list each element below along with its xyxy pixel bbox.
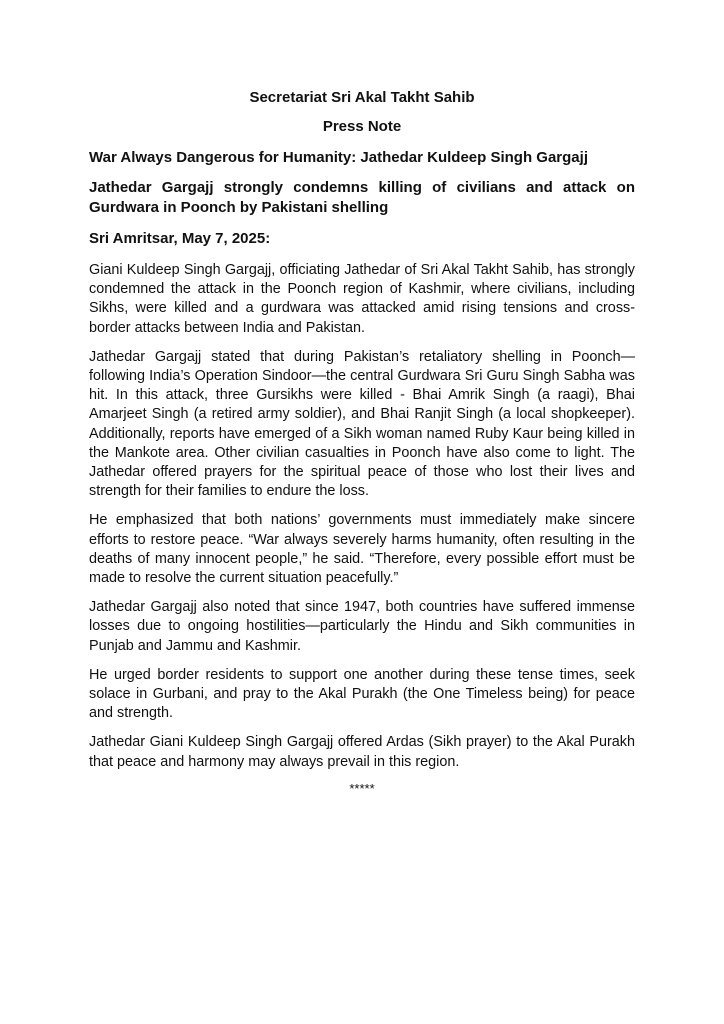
end-mark: ***** xyxy=(349,780,375,796)
subheadline: Jathedar Gargajj strongly condemns killing of civilians and attack on Gurdwara in Poonch by Pakistani shelling xyxy=(89,179,635,216)
paragraph-6: Jathedar Giani Kuldeep Singh Gargajj offered Ardas (Sikh prayer) to the Akal Purakh that peace and harmony may always prevail in this region. xyxy=(89,734,635,770)
paragraph-3: He emphasized that both nations’ governments must immediately make sincere efforts to restore peace. “War always severely harms humanity, often resulting in the deaths of many innocent people,” he said. “Therefore, every possible effort must be made to resolve the current situation peacefully.” xyxy=(89,512,635,587)
headline: War Always Dangerous for Humanity: Jathedar Kuldeep Singh Gargajj xyxy=(89,149,588,166)
paragraph-1: Giani Kuldeep Singh Gargajj, officiating Jathedar of Sri Akal Takht Sahib, has strongly condemned the attack in the Poonch region of Kashmir, where civilians, including Sikhs, were killed and a gurdwara was attacked amid rising tensions and cross-border attacks between India and Pakistan. xyxy=(89,262,635,336)
paragraph-2: Jathedar Gargajj stated that during Pakistan’s retaliatory shelling in Poonch—following India’s Operation Sindoor—the central Gurdwara Sri Guru Singh Sabha was hit. In this attack, three Gursikhs were killed - Bhai Amrik Singh (a raagi), Bhai Amarjeet Singh (a retired army soldier), and Bhai Ranjit Singh (a local shopkeeper). Additionally, reports have emerged of a Sikh woman named Ruby Kaur being killed in the Mankote area. Other civilian casualties in Poonch have also come to light. The Jathedar offered prayers for the spiritual peace of those who lost their lives and strength for their families to endure the loss. xyxy=(89,348,635,500)
doc-type-heading: Press Note xyxy=(322,118,402,135)
organization-heading: Secretariat Sri Akal Takht Sahib xyxy=(249,89,475,106)
paragraph-5: He urged border residents to support one another during these tense times, seek solace in Gurbani, and pray to the Akal Purakh (the One Timeless being) for peace and strength. xyxy=(89,666,635,722)
dateline: Sri Amritsar, May 7, 2025: xyxy=(89,230,271,247)
document-body xyxy=(89,88,635,798)
paragraph-4: Jathedar Gargajj also noted that since 1947, both countries have suffered immense losses due to ongoing hostilities—particularly the Hindu and Sikh communities in Punjab and Jammu and Kashmir. xyxy=(89,599,635,654)
